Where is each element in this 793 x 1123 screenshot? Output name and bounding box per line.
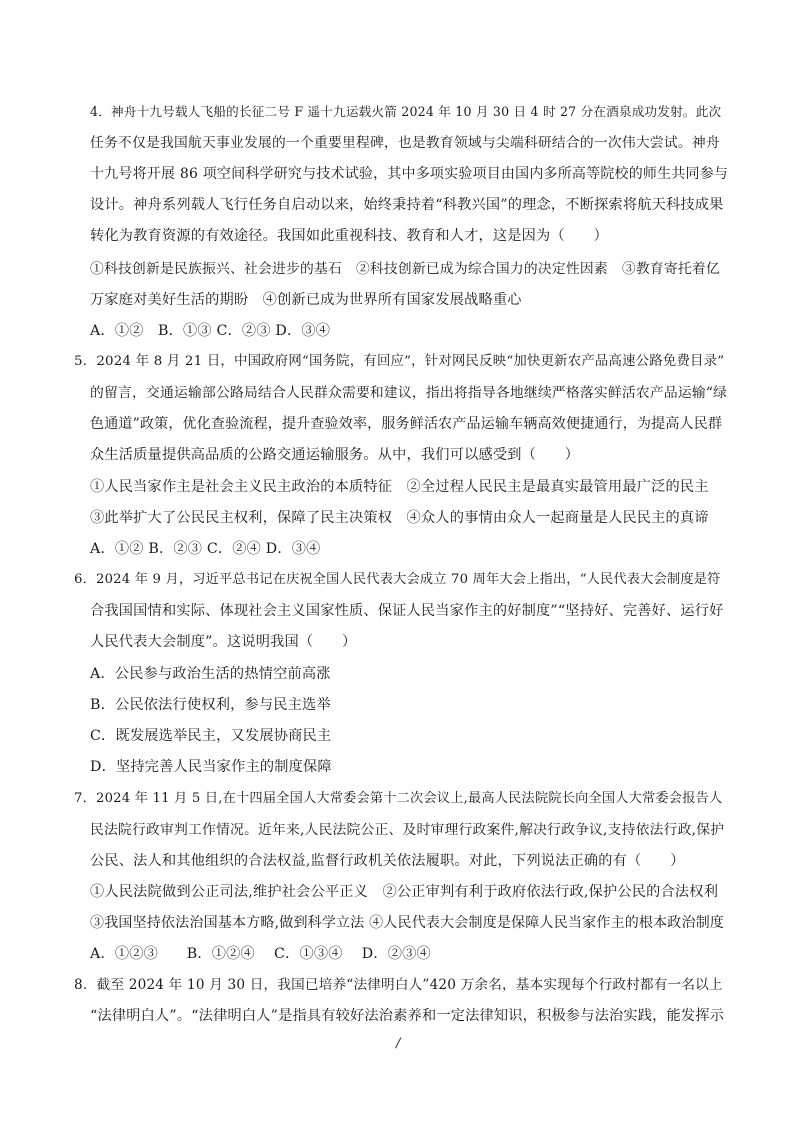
- question-6-option-c: C．既发展选举民主，又发展协商民主: [90, 728, 332, 744]
- question-7-line-2: 民法院行政审判工作情况。近年来,人民法院公正、及时审理行政案件,解决行政争议,支持依法行政,保护: [90, 822, 725, 838]
- question-8-line-1: 8．截至 2024 年 10 月 30 日，我国已培养“法律明白人”420 万余名，基本实现每个行政村都有一名以上: [74, 977, 723, 993]
- question-4-line-3: 十九号将开展 86 项空间科学研究与技术试验，其中多项实验项目由国内多所高等院校的师生共同参与: [90, 166, 729, 182]
- question-5-statements-1: ①人民当家作主是社会主义民主政治的本质特征 ②全过程人民民主是最真实最管用最广泛的民主: [90, 479, 709, 495]
- question-4-number: 4: [90, 104, 99, 119]
- question-5-line-3: 色通道”政策，优化查验流程，提升查验效率，服务鲜活农产品运输车辆高效便捷通行，为提高人民群: [90, 416, 723, 432]
- question-5-options: A．①② B．②③ C．②④ D．③④: [90, 541, 321, 557]
- question-4-line-4: 设计。神舟系列载人飞行任务自启动以来，始终秉持着“科教兴国”的理念，不断探索将航天科技成果: [90, 197, 724, 213]
- question-4-statements-1: ①科技创新是民族振兴、社会进步的基石 ②科技创新已成为综合国力的决定性因素 ③教育寄托着亿: [90, 261, 720, 277]
- question-4-line-2: 任务不仅是我国航天事业发展的一个重要里程碑，也是教育领域与尖端科研结合的一次伟大尝试。神舟: [90, 135, 720, 151]
- question-5-number: 5: [74, 354, 83, 369]
- question-7-statements-2: ③我国坚持依法治国基本方略,做到科学立法 ④人民代表大会制度是保障人民当家作主的根本政治制度: [90, 915, 725, 931]
- question-4-line-1: 4．神舟十九号载人飞船的长征二号 F 遥十九运载火箭 2024 年 10 月 30 日 4 时 27 分在酒泉成功发射。此次: [90, 102, 721, 122]
- question-4-statements-2: 万家庭对美好生活的期盼 ④创新已成为世界所有国家发展战略重心: [90, 292, 522, 308]
- question-5-line-2: 的留言，交通运输部公路局结合人民群众需要和建议，指出将指导各地继续严格落实鲜活农产品运输“绿: [90, 385, 728, 401]
- question-7-options: A．①②③ B．①②④ C．①③④ D．②③④: [90, 946, 431, 962]
- question-5-statements-2: ③此举扩大了公民民主权利，保障了民主决策权 ④众人的事情由众人一起商量是人民民主的真谛: [90, 510, 709, 526]
- question-7-line-1: 7．2024 年 11 月 5 日,在十四届全国人大常委会第十二次会议上,最高人民法院院长向全国人大常委会报告人: [74, 789, 722, 809]
- question-6-line-1: 6．2024 年 9 月，习近平总书记在庆祝全国人民代表大会成立 70 周年大会上指出，“人民代表大会制度是符: [74, 570, 721, 590]
- page-number: /: [396, 1036, 401, 1051]
- question-6-option-b: B．公民依法行使权利，参与民主选举: [90, 697, 331, 713]
- question-6-option-a: A．公民参与政治生活的热情空前高涨: [90, 666, 331, 682]
- question-8-number: 8: [74, 977, 83, 993]
- question-4-options: A．①② B．①③ C．②③ D．③④: [90, 323, 331, 339]
- question-7-line-3: 公民、法人和其他组织的合法权益,监督行政机关依法履职。对此，下列说法正确的有（ ）: [90, 853, 685, 869]
- question-4-line-5: 转化为教育资源的有效途径。我国如此重视科技、教育和人才，这是因为（ ）: [90, 228, 608, 244]
- question-8-line-2: “法律明白人”。“法律明白人”是指具有较好法治素养和一定法律知识，积极参与法治实践，能发挥示: [90, 1008, 725, 1024]
- question-7-number: 7: [74, 791, 83, 806]
- question-7-statements-1: ①人民法院做到公正司法,维护社会公平正义 ②公正审判有利于政府依法行政,保护公民的合法权利: [90, 884, 719, 900]
- question-5-line-4: 众生活质量提供高品质的公路交通运输服务。从中，我们可以感受到（ ）: [90, 447, 580, 463]
- question-6-line-2: 合我国国情和实际、体现社会主义国家性质、保证人民当家作主的好制度”“坚持好、完善好、运行好: [90, 603, 724, 619]
- question-6-number: 6: [74, 572, 83, 587]
- question-6-option-d: D．坚持完善人民当家作主的制度保障: [90, 759, 332, 775]
- question-6-line-3: 人民代表大会制度”。这说明我国（ ）: [90, 634, 357, 650]
- question-5-line-1: 5．2024 年 8 月 21 日，中国政府网“国务院，有回应”，针对网民反映“加快更新农产品高速公路免费目录”: [74, 352, 724, 372]
